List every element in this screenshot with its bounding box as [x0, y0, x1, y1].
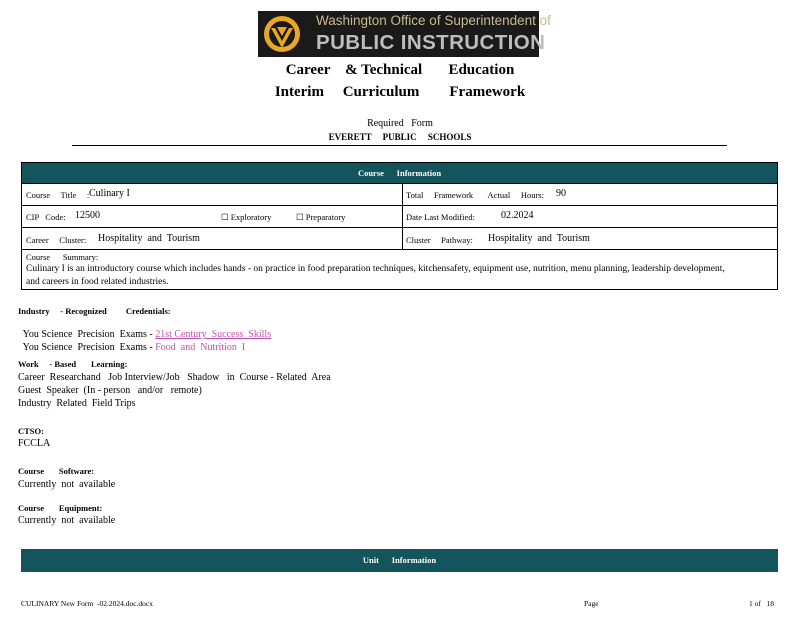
ctso-label: CTSO: — [18, 426, 44, 436]
unit-info-header: Unit Information — [21, 549, 778, 572]
cluster-pathway-label: Cluster Pathway: — [406, 235, 473, 245]
logo-text-agency: Washington Office of Superintendent of — [316, 13, 551, 28]
course-info-table — [21, 162, 778, 290]
work-based-item: Guest Speaker (In - person and/or remote) — [18, 385, 202, 396]
date-modified-value[interactable]: 02.2024 — [501, 210, 534, 221]
total-hours-value[interactable]: 90 — [556, 188, 566, 199]
course-summary-text[interactable]: Culinary I is an introductory course which includes hands - on practice in food preparation techniques, kitchensafety, equipment use, nutrition, menu planning, leadership development, and careers in food related industries. — [26, 264, 725, 287]
software-value: Currently not available — [18, 479, 116, 490]
exploratory-checkbox[interactable]: ☐ Exploratory — [221, 212, 272, 222]
ctso-value: FCCLA — [18, 438, 51, 449]
credential-link-21st-century[interactable]: 21st Century Success Skills — [155, 329, 272, 340]
cluster-pathway-value[interactable]: Hospitality and Tourism — [488, 233, 590, 244]
course-summary-label: Course Summary: — [26, 252, 99, 262]
work-based-item: Industry Related Field Trips — [18, 398, 136, 409]
credentials-label: Industry - Recognized Credentials: — [18, 306, 171, 316]
heading-divider — [72, 145, 727, 146]
credential-prefix: You Science Precision Exams - — [22, 342, 156, 353]
row-divider — [22, 205, 777, 206]
career-cluster-label: Career Cluster: — [26, 235, 87, 245]
total-hours-label: Total Framework Actual Hours: — [406, 190, 544, 200]
footer-page-count: 1 of 18 — [749, 599, 774, 608]
required-form-label: Required Form — [367, 118, 433, 129]
logo-text-title: PUBLIC INSTRUCTION — [316, 31, 546, 54]
footer-page-label: Page — [584, 599, 599, 608]
work-based-label: Work - Based Learning: — [18, 359, 128, 369]
ospi-emblem-icon — [262, 14, 302, 54]
credential-prefix: You Science Precision Exams - — [22, 329, 156, 340]
ospi-logo — [258, 11, 551, 57]
date-modified-label: Date Last Modified: — [406, 212, 475, 222]
credential-link-food-nutrition[interactable]: Food and Nutrition I — [155, 342, 246, 353]
cip-code-label: CIP Code: — [26, 212, 66, 222]
preparatory-checkbox[interactable]: ☐ Preparatory — [296, 212, 346, 222]
equipment-value: Currently not available — [18, 515, 116, 526]
software-label: Course Software: — [18, 466, 95, 476]
course-title-value[interactable]: Culinary I — [89, 188, 130, 199]
column-divider — [402, 183, 403, 249]
district-name: EVERETT PUBLIC SCHOOLS — [328, 132, 472, 142]
document-title-line2: Interim Curriculum Framework — [274, 84, 526, 100]
work-based-item: Career Researchand Job Interview/Job Shadow in Course - Related Area — [18, 372, 331, 383]
cip-code-value[interactable]: 12500 — [75, 210, 100, 221]
credential-item — [18, 331, 245, 353]
row-divider — [22, 249, 777, 250]
document-title-line1: Career & Technical Education — [285, 62, 515, 78]
row-divider — [22, 227, 777, 228]
row-divider — [22, 183, 777, 184]
equipment-label: Course Equipment: — [18, 503, 103, 513]
career-cluster-value[interactable]: Hospitality and Tourism — [98, 233, 200, 244]
footer-filename: CULINARY New Form -02.2024.doc.docx — [21, 599, 154, 608]
course-info-header: Course Information — [22, 163, 777, 183]
course-title-label: Course Title : — [26, 190, 90, 200]
